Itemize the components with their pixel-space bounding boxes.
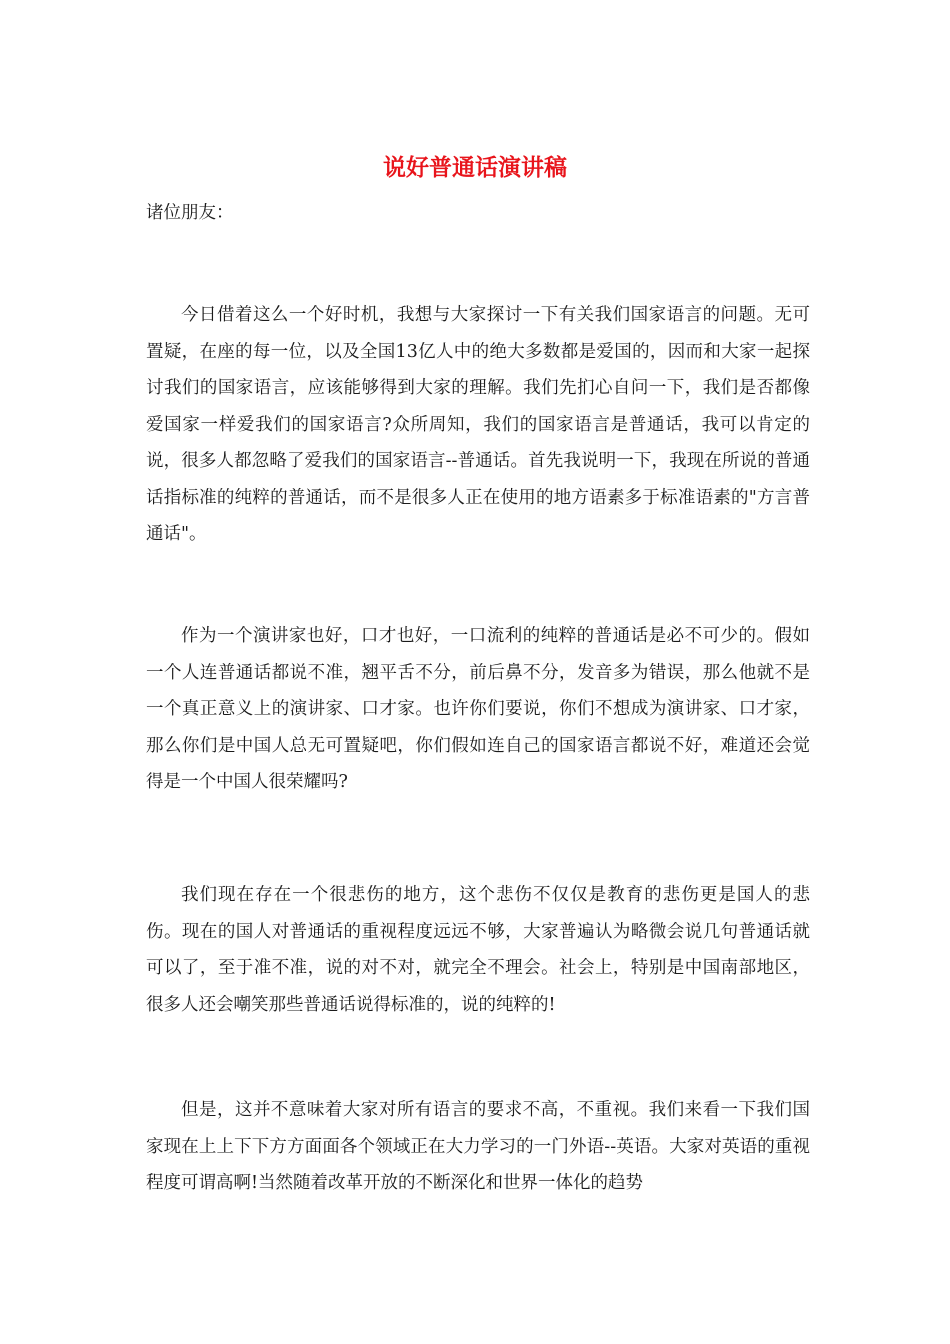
document-title: 说好普通话演讲稿 (383, 154, 567, 181)
paragraph-1: 今日借着这么一个好时机，我想与大家探讨一下有关我们国家语言的问题。无可置疑，在座的每一位，以及全国13亿人中的绝大多数都是爱国的，因而和大家一起探讨我们的国家语言，应该能够得到大家的理解。我们先扪心自问一下，我们是否都像爱国家一样爱我们的国家语言?众所周知，我们的国家语言是普通话，我可以肯定的说，很多人都忽略了爱我们的国家语言--普通话。首先我说明一下，我现在所说的普通话指标准的纯粹的普通话，而不是很多人正在使用的地方语素多于标准语素的"方言普通话"。 (146, 305, 810, 544)
salutation: 诸位朋友： (146, 203, 234, 223)
paragraph-4: 但是，这并不意味着大家对所有语言的要求不高，不重视。我们来看一下我们国家现在上上下下方方面面各个领域正在大力学习的一门外语--英语。大家对英语的重视程度可谓高啊!当然随着改革开放的不断深化和世界一体化的趋势 (146, 1100, 810, 1193)
paragraph-2: 作为一个演讲家也好，口才也好，一口流利的纯粹的普通话是必不可少的。假如一个人连普通话都说不准，翘平舌不分，前后鼻不分，发音多为错误，那么他就不是一个真正意义上的演讲家、口才家。也许你们要说，你们不想成为演讲家、口才家，那么你们是中国人总无可置疑吧，你们假如连自己的国家语言都说不好，难道还会觉得是一个中国人很荣耀吗? (146, 626, 810, 792)
paragraph-3: 我们现在存在一个很悲伤的地方，这个悲伤不仅仅是教育的悲伤更是国人的悲伤。现在的国人对普通话的重视程度远远不够，大家普遍认为略微会说几句普通话就可以了，至于准不准，说的对不对，就完全不理会。社会上，特别是中国南部地区，很多人还会嘲笑那些普通话说得标准的，说的纯粹的! (146, 885, 810, 1015)
